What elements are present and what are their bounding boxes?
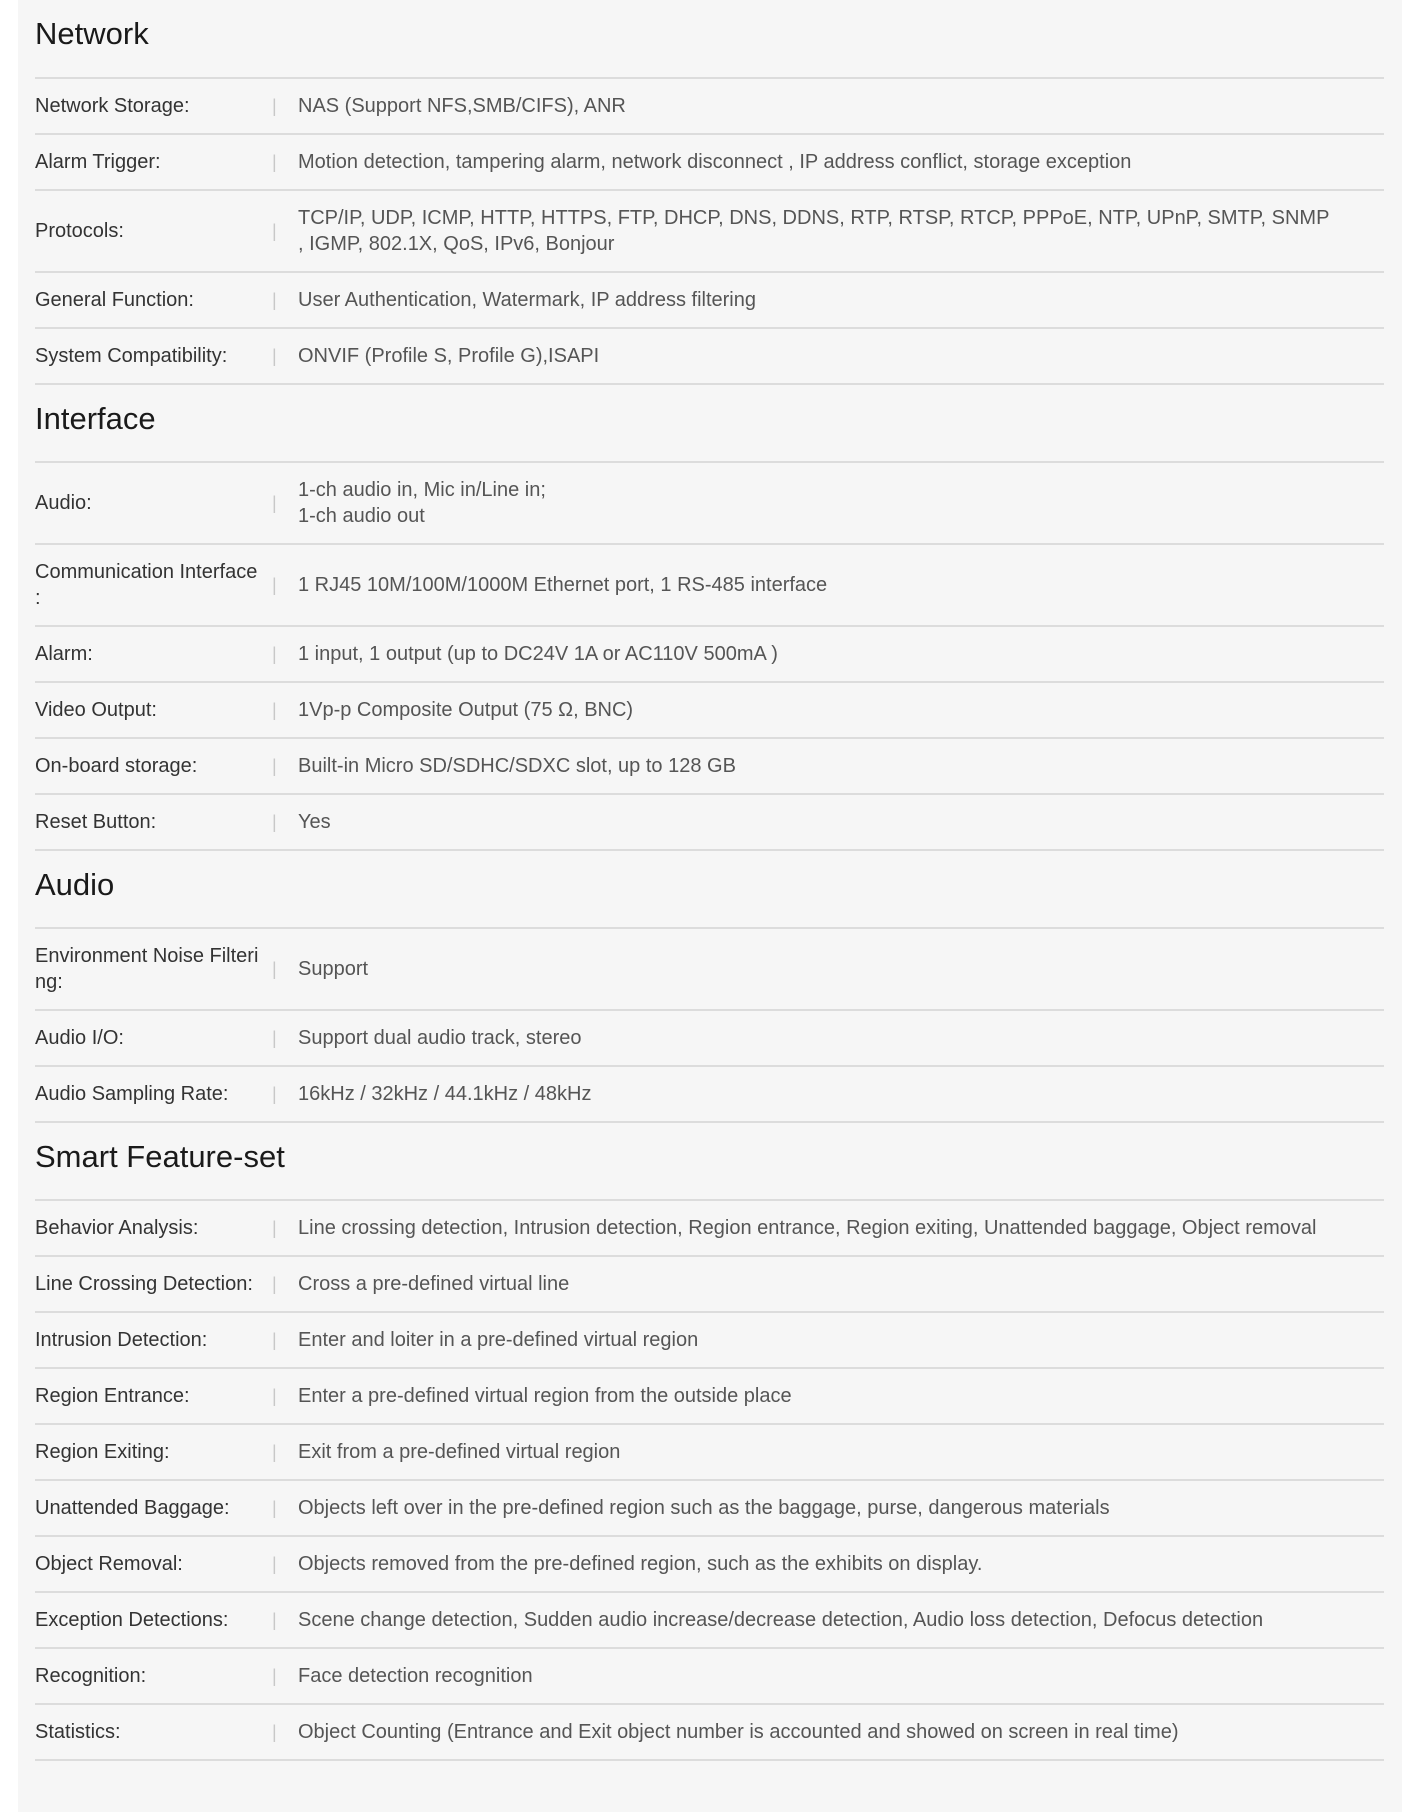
spec-label: Region Exiting: bbox=[35, 1441, 170, 1463]
spec-value: Built-in Micro SD/SDHC/SDXC slot, up to 128 GB bbox=[298, 755, 736, 777]
spec-separator: | bbox=[272, 1217, 277, 1238]
spec-label: Alarm Trigger: bbox=[35, 151, 161, 173]
spec-separator: | bbox=[272, 1497, 277, 1518]
spec-label: General Function: bbox=[35, 289, 194, 311]
spec-row bbox=[35, 1649, 1384, 1705]
spec-value: Objects left over in the pre-defined region such as the baggage, purse, dangerous materials bbox=[298, 1497, 1110, 1519]
spec-row bbox=[35, 191, 1384, 273]
spec-label: Region Entrance: bbox=[35, 1385, 190, 1407]
section-title: Smart Feature-set bbox=[35, 1123, 1384, 1201]
spec-value: Line crossing detection, Intrusion detection, Region entrance, Region exiting, Unattended baggage, Object removal bbox=[298, 1217, 1317, 1239]
spec-section bbox=[35, 851, 1384, 1123]
spec-value: TCP/IP, UDP, ICMP, HTTP, HTTPS, FTP, DHCP, DNS, DDNS, RTP, RTSP, RTCP, PPPoE, NTP, UPnP, SMTP, SNMP , IGMP, 802.1X, QoS, IPv6, Bonjour bbox=[298, 207, 1330, 255]
spec-value: 1Vp-p Composite Output (75 Ω, BNC) bbox=[298, 699, 634, 721]
spec-section bbox=[35, 385, 1384, 851]
spec-row bbox=[35, 273, 1384, 329]
spec-separator: | bbox=[272, 811, 277, 832]
spec-row bbox=[35, 1011, 1384, 1067]
spec-label: Video Output: bbox=[35, 699, 157, 721]
spec-row bbox=[35, 1201, 1384, 1257]
spec-label: Recognition: bbox=[35, 1665, 147, 1687]
section-title: Audio bbox=[35, 851, 1384, 929]
spec-row bbox=[35, 1369, 1384, 1425]
spec-separator: | bbox=[272, 643, 277, 664]
spec-value: User Authentication, Watermark, IP address filtering bbox=[298, 289, 756, 311]
spec-row bbox=[35, 463, 1384, 545]
spec-separator: | bbox=[272, 1721, 277, 1742]
spec-row bbox=[35, 1705, 1384, 1761]
spec-separator: | bbox=[272, 1329, 277, 1350]
spec-separator: | bbox=[272, 345, 277, 366]
spec-value: Face detection recognition bbox=[298, 1665, 533, 1687]
spec-value: Objects removed from the pre-defined region, such as the exhibits on display. bbox=[298, 1553, 983, 1575]
spec-value: Motion detection, tampering alarm, network disconnect , IP address conflict, storage exception bbox=[298, 151, 1132, 173]
spec-separator: | bbox=[272, 1553, 277, 1574]
spec-row bbox=[35, 79, 1384, 135]
spec-label: Alarm: bbox=[35, 643, 93, 665]
spec-label: Behavior Analysis: bbox=[35, 1217, 199, 1239]
spec-value: Support dual audio track, stereo bbox=[298, 1027, 582, 1049]
spec-value: Exit from a pre-defined virtual region bbox=[298, 1441, 621, 1463]
spec-label: Line Crossing Detection: bbox=[35, 1273, 253, 1295]
spec-label: Communication Interface : bbox=[35, 561, 258, 609]
spec-label: Unattended Baggage: bbox=[35, 1497, 230, 1519]
spec-row bbox=[35, 795, 1384, 851]
section-title: Network bbox=[35, 0, 1384, 79]
spec-separator: | bbox=[272, 699, 277, 720]
spec-separator: | bbox=[272, 492, 277, 513]
section-title: Interface bbox=[35, 385, 1384, 463]
spec-separator: | bbox=[272, 755, 277, 776]
spec-content bbox=[35, 0, 1384, 1761]
spec-separator: | bbox=[272, 1665, 277, 1686]
spec-row bbox=[35, 1425, 1384, 1481]
spec-row bbox=[35, 1537, 1384, 1593]
spec-section bbox=[35, 1123, 1384, 1761]
spec-section bbox=[35, 0, 1384, 385]
spec-label: Environment Noise Filteri ng: bbox=[35, 945, 259, 993]
spec-value: Enter a pre-defined virtual region from the outside place bbox=[298, 1385, 792, 1407]
spec-label: Reset Button: bbox=[35, 811, 157, 833]
spec-label: System Compatibility: bbox=[35, 345, 228, 367]
spec-row bbox=[35, 545, 1384, 627]
spec-row bbox=[35, 1257, 1384, 1313]
spec-separator: | bbox=[272, 1273, 277, 1294]
spec-separator: | bbox=[272, 1609, 277, 1630]
spec-row bbox=[35, 739, 1384, 795]
spec-row bbox=[35, 135, 1384, 191]
spec-row bbox=[35, 329, 1384, 385]
spec-separator: | bbox=[272, 1385, 277, 1406]
spec-value: Support bbox=[298, 958, 369, 980]
spec-label: Object Removal: bbox=[35, 1553, 183, 1575]
spec-separator: | bbox=[272, 574, 277, 595]
spec-label: Protocols: bbox=[35, 220, 124, 242]
spec-row bbox=[35, 1481, 1384, 1537]
spec-value: Cross a pre-defined virtual line bbox=[298, 1273, 570, 1295]
spec-label: On-board storage: bbox=[35, 755, 198, 777]
spec-row bbox=[35, 1313, 1384, 1369]
spec-page bbox=[18, 0, 1402, 1812]
spec-value: Scene change detection, Sudden audio increase/decrease detection, Audio loss detection, Defocus detection bbox=[298, 1609, 1264, 1631]
spec-separator: | bbox=[272, 95, 277, 116]
spec-separator: | bbox=[272, 958, 277, 979]
spec-label: Audio I/O: bbox=[35, 1027, 124, 1049]
spec-label: Intrusion Detection: bbox=[35, 1329, 208, 1351]
spec-separator: | bbox=[272, 1027, 277, 1048]
spec-label: Statistics: bbox=[35, 1721, 121, 1743]
spec-separator: | bbox=[272, 151, 277, 172]
spec-label: Exception Detections: bbox=[35, 1609, 229, 1631]
spec-value: Yes bbox=[298, 811, 331, 833]
spec-separator: | bbox=[272, 289, 277, 310]
spec-value: 1 RJ45 10M/100M/1000M Ethernet port, 1 RS-485 interface bbox=[298, 574, 828, 596]
spec-value: Object Counting (Entrance and Exit object number is accounted and showed on screen in real time) bbox=[298, 1721, 1179, 1743]
spec-value: 16kHz / 32kHz / 44.1kHz / 48kHz bbox=[298, 1083, 592, 1105]
spec-value: 1 input, 1 output (up to DC24V 1A or AC110V 500mA ) bbox=[298, 643, 778, 665]
spec-separator: | bbox=[272, 220, 277, 241]
spec-separator: | bbox=[272, 1441, 277, 1462]
spec-row bbox=[35, 627, 1384, 683]
spec-row bbox=[35, 683, 1384, 739]
spec-separator: | bbox=[272, 1083, 277, 1104]
spec-row bbox=[35, 929, 1384, 1011]
spec-value: Enter and loiter in a pre-defined virtual region bbox=[298, 1329, 699, 1351]
spec-label: Audio Sampling Rate: bbox=[35, 1083, 229, 1105]
spec-label: Audio: bbox=[35, 492, 92, 514]
spec-row bbox=[35, 1593, 1384, 1649]
spec-value: ONVIF (Profile S, Profile G),ISAPI bbox=[298, 345, 600, 367]
spec-row bbox=[35, 1067, 1384, 1123]
spec-label: Network Storage: bbox=[35, 95, 190, 117]
spec-value: 1-ch audio in, Mic in/Line in; 1-ch audio out bbox=[298, 479, 546, 527]
spec-value: NAS (Support NFS,SMB/CIFS), ANR bbox=[298, 95, 626, 117]
